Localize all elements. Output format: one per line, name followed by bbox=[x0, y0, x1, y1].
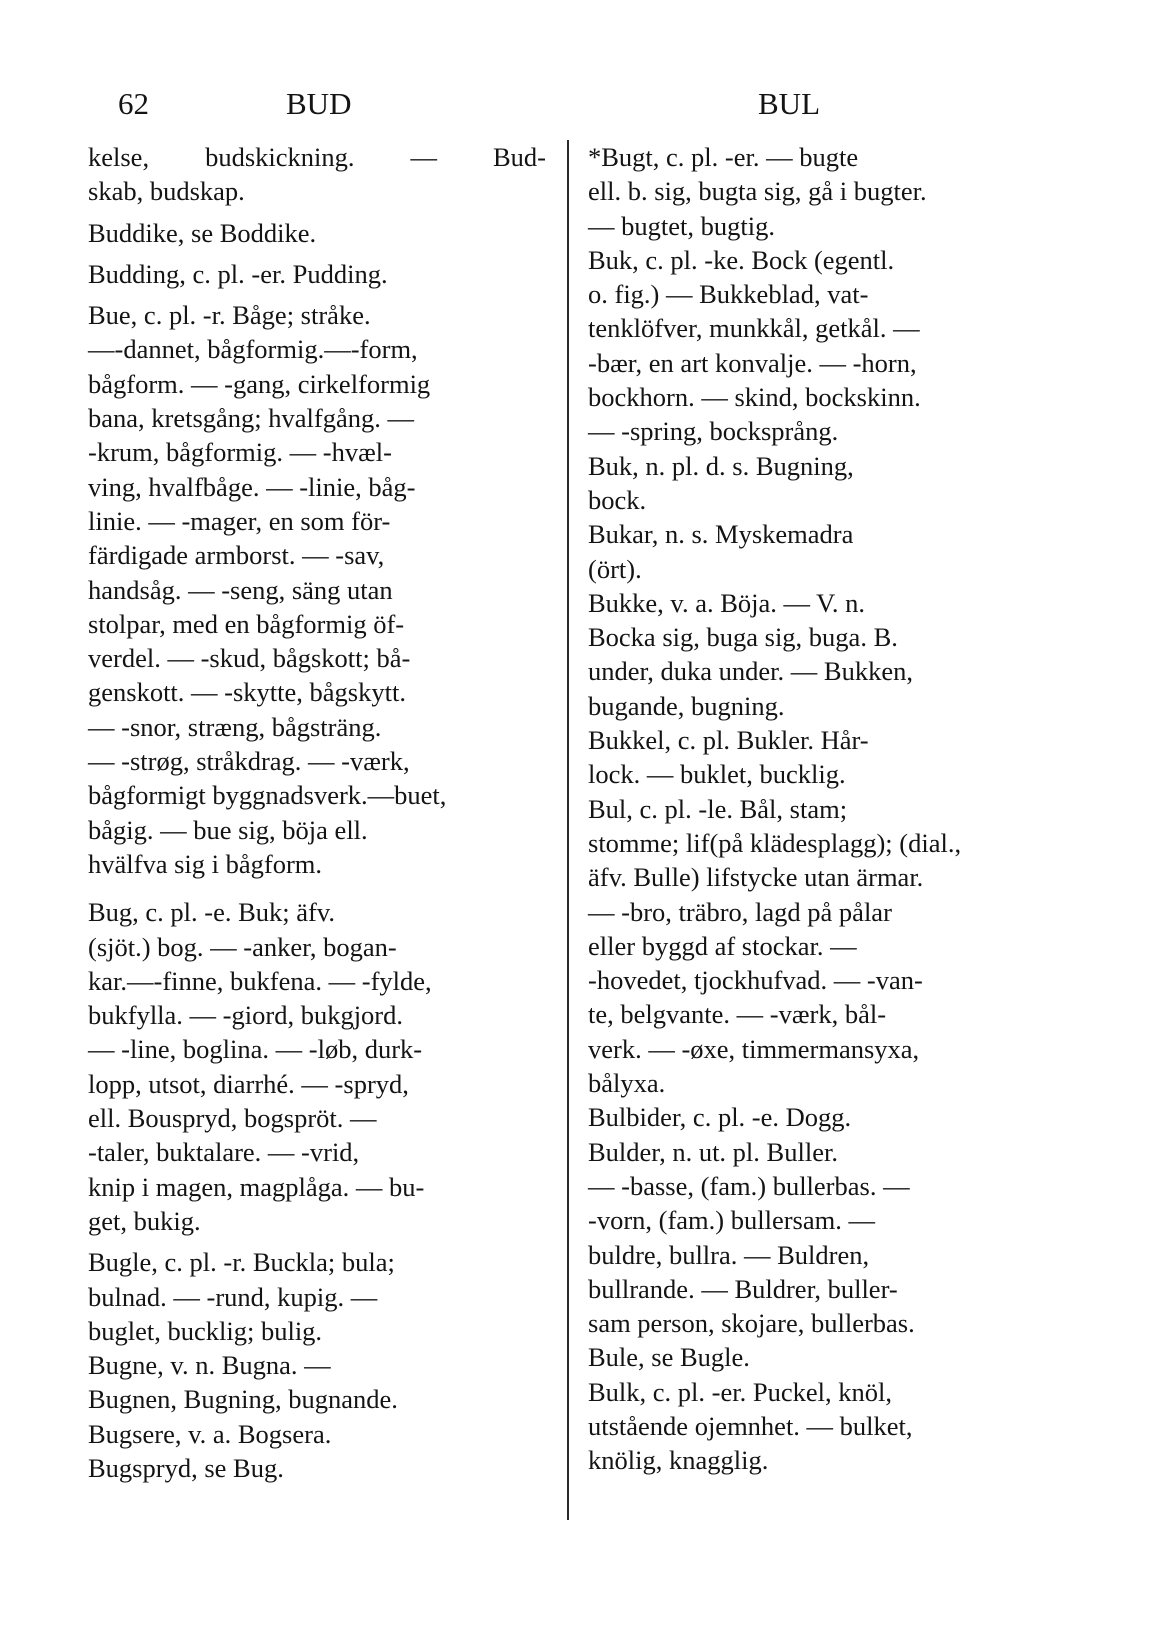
dictionary-line bbox=[588, 209, 1050, 243]
dictionary-line bbox=[588, 689, 1050, 723]
dictionary-line bbox=[588, 792, 1050, 826]
entry-text: Bug, c. pl. -e. Buk; äfv. bbox=[88, 897, 336, 928]
entry-text: tenklöfver, munkkål, getkål. — bbox=[588, 313, 920, 344]
dictionary-line bbox=[88, 367, 546, 401]
entry-text: ving, hvalfbåge. — -linie, båg- bbox=[88, 471, 416, 502]
entry-text: stolpar, med en bågformig öf- bbox=[88, 608, 405, 639]
entry-text: — -snor, stræng, bågsträng. bbox=[88, 711, 382, 742]
dictionary-line bbox=[588, 483, 1050, 517]
dictionary-line bbox=[88, 298, 546, 332]
dictionary-line bbox=[588, 380, 1050, 414]
dictionary-line bbox=[588, 723, 1050, 757]
entry-text: Bule, se Bugle. bbox=[588, 1342, 750, 1373]
entry-text: ell. b. sig, bugta sig, gå i bugter. bbox=[588, 176, 927, 207]
dictionary-line bbox=[88, 573, 546, 607]
dictionary-line bbox=[88, 895, 546, 929]
entry-text: —-dannet, bågformig.—-form, bbox=[88, 334, 418, 365]
dictionary-line bbox=[88, 257, 546, 291]
dictionary-line bbox=[88, 435, 546, 469]
entry-text: bugande, bugning. bbox=[588, 690, 785, 721]
entry-text: bågformigt byggnadsverk.—buet, bbox=[88, 780, 447, 811]
dictionary-line bbox=[88, 1101, 546, 1135]
entry-text: Bulder, n. ut. pl. Buller. bbox=[588, 1136, 838, 1167]
entry-text: -vorn, (fam.) bullersam. — bbox=[588, 1205, 875, 1236]
entry-text: utstående ojemnhet. — bulket, bbox=[588, 1410, 913, 1441]
dictionary-line bbox=[588, 1100, 1050, 1134]
dictionary-line bbox=[88, 401, 546, 435]
dictionary-line bbox=[588, 277, 1050, 311]
entry-text: -hovedet, tjockhufvad. — -van- bbox=[588, 965, 923, 996]
dictionary-line bbox=[588, 243, 1050, 277]
dictionary-line bbox=[588, 140, 1050, 174]
entry-text: bullrande. — Buldrer, buller- bbox=[588, 1273, 898, 1304]
entry-text: bulnad. — -rund, kupig. — bbox=[88, 1281, 378, 1312]
entry-text: lock. — buklet, bucklig. bbox=[588, 759, 846, 790]
entry-text: o. fig.) — Bukkeblad, vat- bbox=[588, 279, 869, 310]
left-guide-word: BUD bbox=[286, 86, 352, 121]
dictionary-line bbox=[588, 1409, 1050, 1443]
dictionary-line bbox=[88, 216, 546, 250]
dictionary-line bbox=[88, 1348, 546, 1382]
dictionary-line bbox=[588, 517, 1050, 551]
dictionary-line bbox=[588, 654, 1050, 688]
entry-text: genskott. — -skytte, bågskytt. bbox=[88, 677, 406, 708]
entry-text: under, duka under. — Bukken, bbox=[588, 656, 913, 687]
entry-text: Bukar, n. s. Myskemadra bbox=[588, 519, 854, 550]
dictionary-line bbox=[588, 1340, 1050, 1374]
dictionary-line bbox=[588, 929, 1050, 963]
entry-text: — -spring, bocksprång. bbox=[588, 416, 839, 447]
entry-text: -taler, buktalare. — -vrid, bbox=[88, 1137, 360, 1168]
entry-text: kar.—-finne, bukfena. — -fylde, bbox=[88, 965, 432, 996]
dictionary-line bbox=[588, 1238, 1050, 1272]
entry-text: bågform. — -gang, cirkelformig bbox=[88, 368, 431, 399]
right-guide-word: BUL bbox=[758, 86, 820, 121]
entry-text: knölig, knagglig. bbox=[588, 1445, 769, 1476]
dictionary-line bbox=[88, 710, 546, 744]
dictionary-line bbox=[88, 930, 546, 964]
entry-text: buglet, bucklig; bulig. bbox=[88, 1315, 323, 1346]
dictionary-line bbox=[588, 1169, 1050, 1203]
entry-text: kelse, budskickning. — Bud- bbox=[88, 142, 546, 172]
dictionary-line bbox=[88, 998, 546, 1032]
entry-text: Buk, n. pl. d. s. Bugning, bbox=[588, 450, 854, 481]
dictionary-line bbox=[88, 813, 546, 847]
entry-text: — bugtet, bugtig. bbox=[588, 210, 775, 241]
dictionary-line bbox=[88, 1032, 546, 1066]
entry-text: bock. bbox=[588, 484, 647, 515]
dictionary-line bbox=[88, 1067, 546, 1101]
entry-text: — -strøg, stråkdrag. — -værk, bbox=[88, 746, 410, 777]
entry-text: Bulk, c. pl. -er. Puckel, knöl, bbox=[588, 1376, 892, 1407]
entry-text: — -line, boglina. — -løb, durk- bbox=[88, 1034, 423, 1065]
dictionary-line bbox=[88, 1135, 546, 1169]
entry-text: (sjöt.) bog. — -anker, bogan- bbox=[88, 931, 397, 962]
dictionary-line bbox=[588, 997, 1050, 1031]
entry-text: handsåg. — -seng, säng utan bbox=[88, 574, 393, 605]
dictionary-line bbox=[588, 1375, 1050, 1409]
entry-text: Bul, c. pl. -le. Bål, stam; bbox=[588, 793, 848, 824]
entry-text: Bugspryd, se Bug. bbox=[88, 1452, 284, 1483]
dictionary-line bbox=[588, 1032, 1050, 1066]
dictionary-line bbox=[588, 1306, 1050, 1340]
entry-text: Bukke, v. a. Böja. — V. n. bbox=[588, 587, 866, 618]
dictionary-line bbox=[588, 757, 1050, 791]
dictionary-line bbox=[88, 1382, 546, 1416]
dictionary-line bbox=[88, 538, 546, 572]
entry-text: -krum, bågformig. — -hvæl- bbox=[88, 437, 392, 468]
dictionary-line bbox=[588, 174, 1050, 208]
dictionary-line bbox=[588, 1272, 1050, 1306]
entry-text: bågig. — bue sig, böja ell. bbox=[88, 814, 368, 845]
dictionary-line bbox=[588, 1135, 1050, 1169]
dictionary-line bbox=[88, 607, 546, 641]
dictionary-line bbox=[588, 414, 1050, 448]
dictionary-line bbox=[588, 963, 1050, 997]
dictionary-line bbox=[588, 1066, 1050, 1100]
dictionary-line bbox=[88, 964, 546, 998]
dictionary-line bbox=[88, 778, 546, 812]
dictionary-line bbox=[588, 1443, 1050, 1477]
entry-text: skab, budskap. bbox=[88, 176, 245, 207]
page-number: 62 bbox=[118, 86, 149, 121]
dictionary-line bbox=[88, 1204, 546, 1238]
running-header bbox=[0, 86, 1152, 126]
entry-text: bockhorn. — skind, bockskinn. bbox=[588, 382, 921, 413]
dictionary-line bbox=[588, 895, 1050, 929]
dictionary-line bbox=[88, 1451, 546, 1485]
entry-text: bana, kretsgång; hvalfgång. — bbox=[88, 403, 414, 434]
dictionary-line bbox=[88, 332, 546, 366]
dictionary-line bbox=[588, 346, 1050, 380]
dictionary-line bbox=[588, 620, 1050, 654]
entry-text: sam person, skojare, bullerbas. bbox=[588, 1308, 915, 1339]
entry-text: — -bro, träbro, lagd på pålar bbox=[588, 896, 892, 927]
dictionary-line bbox=[588, 826, 1050, 860]
dictionary-line bbox=[88, 641, 546, 675]
entry-text: Buk, c. pl. -ke. Bock (egentl. bbox=[588, 244, 895, 275]
dictionary-line bbox=[588, 311, 1050, 345]
entry-text: Bulbider, c. pl. -e. Dogg. bbox=[588, 1102, 852, 1133]
entry-text: Bugsere, v. a. Bogsera. bbox=[88, 1418, 332, 1449]
entry-text: färdigade armborst. — -sav, bbox=[88, 540, 385, 571]
entry-text: Bugnen, Bugning, bugnande. bbox=[88, 1384, 398, 1415]
dictionary-line bbox=[88, 140, 546, 174]
entry-text: stomme; lif(på klädesplagg); (dial., bbox=[588, 827, 962, 858]
dictionary-line bbox=[588, 860, 1050, 894]
entry-text: buldre, bullra. — Buldren, bbox=[588, 1239, 870, 1270]
dictionary-line bbox=[588, 586, 1050, 620]
entry-text: bukfylla. — -giord, bukgjord. bbox=[88, 1000, 404, 1031]
dictionary-line bbox=[88, 470, 546, 504]
entry-text: Buddike, se Boddike. bbox=[88, 217, 317, 248]
dictionary-line bbox=[88, 744, 546, 778]
entry-text: Bue, c. pl. -r. Båge; stråke. bbox=[88, 300, 371, 331]
entry-text: -bær, en art konvalje. — -horn, bbox=[588, 347, 917, 378]
entry-text: Bugne, v. n. Bugna. — bbox=[88, 1350, 331, 1381]
entry-text: Bugle, c. pl. -r. Buckla; bula; bbox=[88, 1247, 395, 1278]
entry-text: verk. — -øxe, timmermansyxa, bbox=[588, 1033, 920, 1064]
dictionary-line bbox=[88, 675, 546, 709]
entry-text: hvälfva sig i bågform. bbox=[88, 848, 323, 879]
dictionary-line bbox=[88, 1170, 546, 1204]
dictionary-line bbox=[588, 1203, 1050, 1237]
entry-text: linie. — -mager, en som för- bbox=[88, 505, 391, 536]
entry-text: — -basse, (fam.) bullerbas. — bbox=[588, 1170, 910, 1201]
column-divider bbox=[567, 140, 569, 1520]
left-column bbox=[88, 140, 546, 1485]
entry-text: eller byggd af stockar. — bbox=[588, 930, 857, 961]
entry-text: Budding, c. pl. -er. Pudding. bbox=[88, 258, 388, 289]
right-column bbox=[588, 140, 1050, 1478]
entry-text: *Bugt, c. pl. -er. — bugte bbox=[588, 142, 859, 172]
entry-text: bålyxa. bbox=[588, 1068, 666, 1099]
dictionary-line bbox=[88, 1280, 546, 1314]
dictionary-line bbox=[88, 1245, 546, 1279]
dictionary-line bbox=[588, 552, 1050, 586]
entry-text: äfv. Bulle) lifstycke utan ärmar. bbox=[588, 862, 924, 893]
entry-text: verdel. — -skud, bågskott; bå- bbox=[88, 643, 411, 674]
entry-text: (ört). bbox=[588, 553, 642, 584]
entry-text: ell. Bouspryd, bogspröt. — bbox=[88, 1103, 377, 1134]
entry-text: knip i magen, magplåga. — bu- bbox=[88, 1171, 425, 1202]
dictionary-line bbox=[88, 504, 546, 538]
entry-text: Bocka sig, buga sig, buga. B. bbox=[588, 622, 898, 653]
entry-text: Bukkel, c. pl. Bukler. Hår- bbox=[588, 725, 869, 756]
entry-text: te, belgvante. — -værk, bål- bbox=[588, 999, 887, 1030]
dictionary-line bbox=[588, 449, 1050, 483]
dictionary-line bbox=[88, 1314, 546, 1348]
entry-text: lopp, utsot, diarrhé. — -spryd, bbox=[88, 1068, 409, 1099]
dictionary-line bbox=[88, 1417, 546, 1451]
dictionary-line bbox=[88, 174, 546, 208]
entry-text: get, bukig. bbox=[88, 1205, 201, 1236]
dictionary-line bbox=[88, 847, 546, 881]
